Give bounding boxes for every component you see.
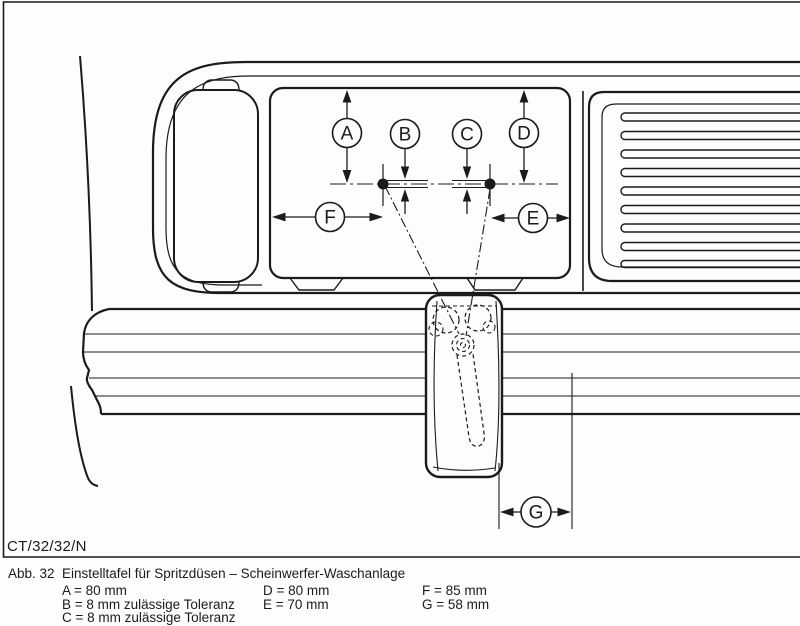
legend-column-2: [263, 584, 329, 611]
spray-point-right: [485, 179, 496, 190]
callout-f: F: [324, 207, 336, 229]
figure-frame: [4, 2, 800, 557]
legend-f: F = 85 mm: [422, 583, 487, 598]
washer-nozzle-bracket: [426, 295, 502, 477]
dimension-c: [453, 120, 482, 215]
legend-column-1: [62, 584, 235, 625]
spray-point-left: [378, 179, 389, 190]
callout-d: D: [517, 123, 531, 145]
figure-code: CT/32/32/N: [7, 538, 87, 555]
figure-label: Abb. 32: [8, 566, 55, 581]
callout-c: C: [460, 124, 474, 146]
callout-a: A: [340, 123, 354, 145]
dimension-d: [510, 90, 539, 183]
callout-b: B: [398, 124, 412, 146]
dimension-a: [333, 90, 362, 183]
legend-a: A = 80 mm: [62, 583, 127, 598]
legend-e: E = 70 mm: [263, 596, 329, 612]
legend-b: B = 8 mm zulässige Toleranz: [62, 596, 235, 612]
legend-d: D = 80 mm: [263, 583, 330, 598]
side-lamp-unit: [174, 80, 258, 292]
dimension-f: [272, 203, 383, 232]
callout-g: G: [528, 502, 544, 524]
figure-title: Einstelltafel für Spritzdüsen – Scheinwerfer-Waschanlage: [62, 566, 406, 581]
legend-column-3: [422, 584, 489, 611]
radiator-grille: [589, 92, 800, 281]
dimension-e: [491, 204, 570, 233]
callout-e: E: [526, 208, 540, 230]
panel-tab-left: [290, 278, 343, 290]
dimension-b: [391, 120, 420, 215]
legend-c: C = 8 mm zulässige Toleranz: [62, 610, 236, 626]
legend-g: G = 58 mm: [422, 596, 490, 612]
grille-slats: [621, 113, 800, 268]
